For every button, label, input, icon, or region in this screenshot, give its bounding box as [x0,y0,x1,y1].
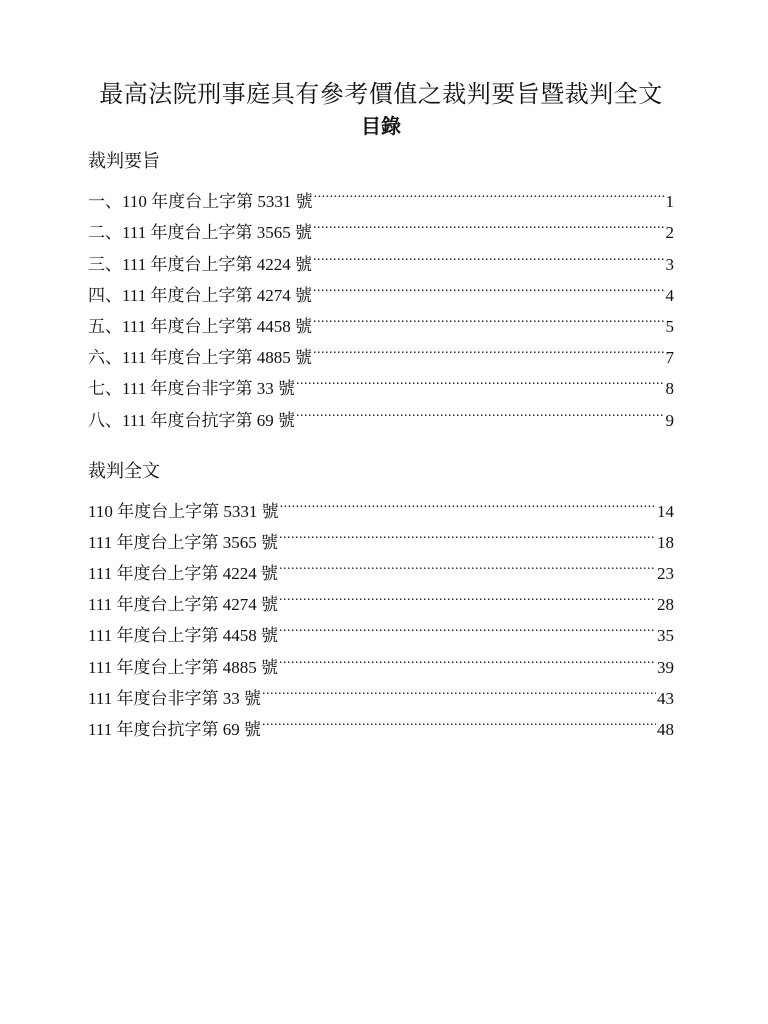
toc-dot-leader [313,238,665,269]
toc-entry-label: 四、111 年度台上字第 4274 號 [88,285,312,305]
section-heading-summaries: 裁判要旨 [88,151,160,171]
toc-entry-page: 35 [657,626,674,646]
toc-entry-page: 14 [657,501,674,521]
toc-entry-page: 18 [657,532,674,552]
toc-entry-page: 39 [657,657,674,677]
toc-dot-leader [313,270,665,301]
toc-dot-leader [262,673,656,704]
toc-entry-page: 43 [657,688,674,708]
toc-entry-label: 111 年度台抗字第 69 號 [88,720,261,739]
toc-entry[interactable] [88,176,674,212]
toc-entry-page: 48 [657,720,674,739]
toc-entry-page: 5 [665,316,674,336]
toc-dot-leader [296,363,665,394]
toc-entry-label: 111 年度台上字第 4458 號 [88,626,278,646]
section-heading-fulltexts: 裁判全文 [88,460,160,481]
toc-dot-leader [313,332,665,363]
toc-entry-label: 六、111 年度台上字第 4885 號 [88,348,312,368]
toc-dot-leader [313,207,665,238]
toc-dot-leader [279,641,656,672]
toc-dot-leader [279,517,656,548]
toc-entry-page: 7 [665,348,674,368]
document-title: 最高法院刑事庭具有參考價值之裁判要旨暨裁判全文 [99,82,663,108]
toc-entry-page: 4 [665,285,674,305]
toc-dot-leader [296,394,665,425]
toc-entry-page: 23 [657,564,674,584]
toc-entry-label: 二、111 年度台上字第 3565 號 [88,223,312,243]
toc-entry-label: 111 年度台上字第 3565 號 [88,532,278,552]
toc-entry-label: 三、111 年度台上字第 4224 號 [88,254,312,274]
toc-entry-label: 111 年度台非字第 33 號 [88,688,261,708]
toc-dot-leader [279,548,656,579]
toc-entry-label: 七、111 年度台非字第 33 號 [88,379,295,399]
toc-dot-leader [280,486,656,517]
toc-dot-leader [279,610,656,641]
toc-entry-label: 111 年度台上字第 4885 號 [88,657,278,677]
toc-entry-page: 8 [665,379,674,399]
toc-dot-leader [314,176,665,207]
document-page [88,78,674,739]
toc-dot-leader [262,704,656,735]
document-subtitle: 目錄 [361,116,401,138]
toc-list-fulltexts [88,486,674,739]
toc-dot-leader [313,301,665,332]
toc-entry-label: 八、111 年度台抗字第 69 號 [88,410,295,430]
toc-dot-leader [279,579,656,610]
toc-entry-label: 五、111 年度台上字第 4458 號 [88,316,312,336]
toc-entry-label: 110 年度台上字第 5331 號 [88,501,279,521]
toc-entry-page: 3 [665,254,674,274]
toc-entry-label: 111 年度台上字第 4224 號 [88,564,278,584]
toc-list-summaries [88,176,674,430]
toc-entry-page: 9 [665,410,674,430]
toc-entry-label: 一、110 年度台上字第 5331 號 [88,192,313,212]
toc-entry-label: 111 年度台上字第 4274 號 [88,595,278,615]
toc-entry-page: 1 [665,192,674,212]
toc-entry[interactable] [88,486,674,521]
toc-entry-page: 2 [665,223,674,243]
toc-entry-page: 28 [657,595,674,615]
